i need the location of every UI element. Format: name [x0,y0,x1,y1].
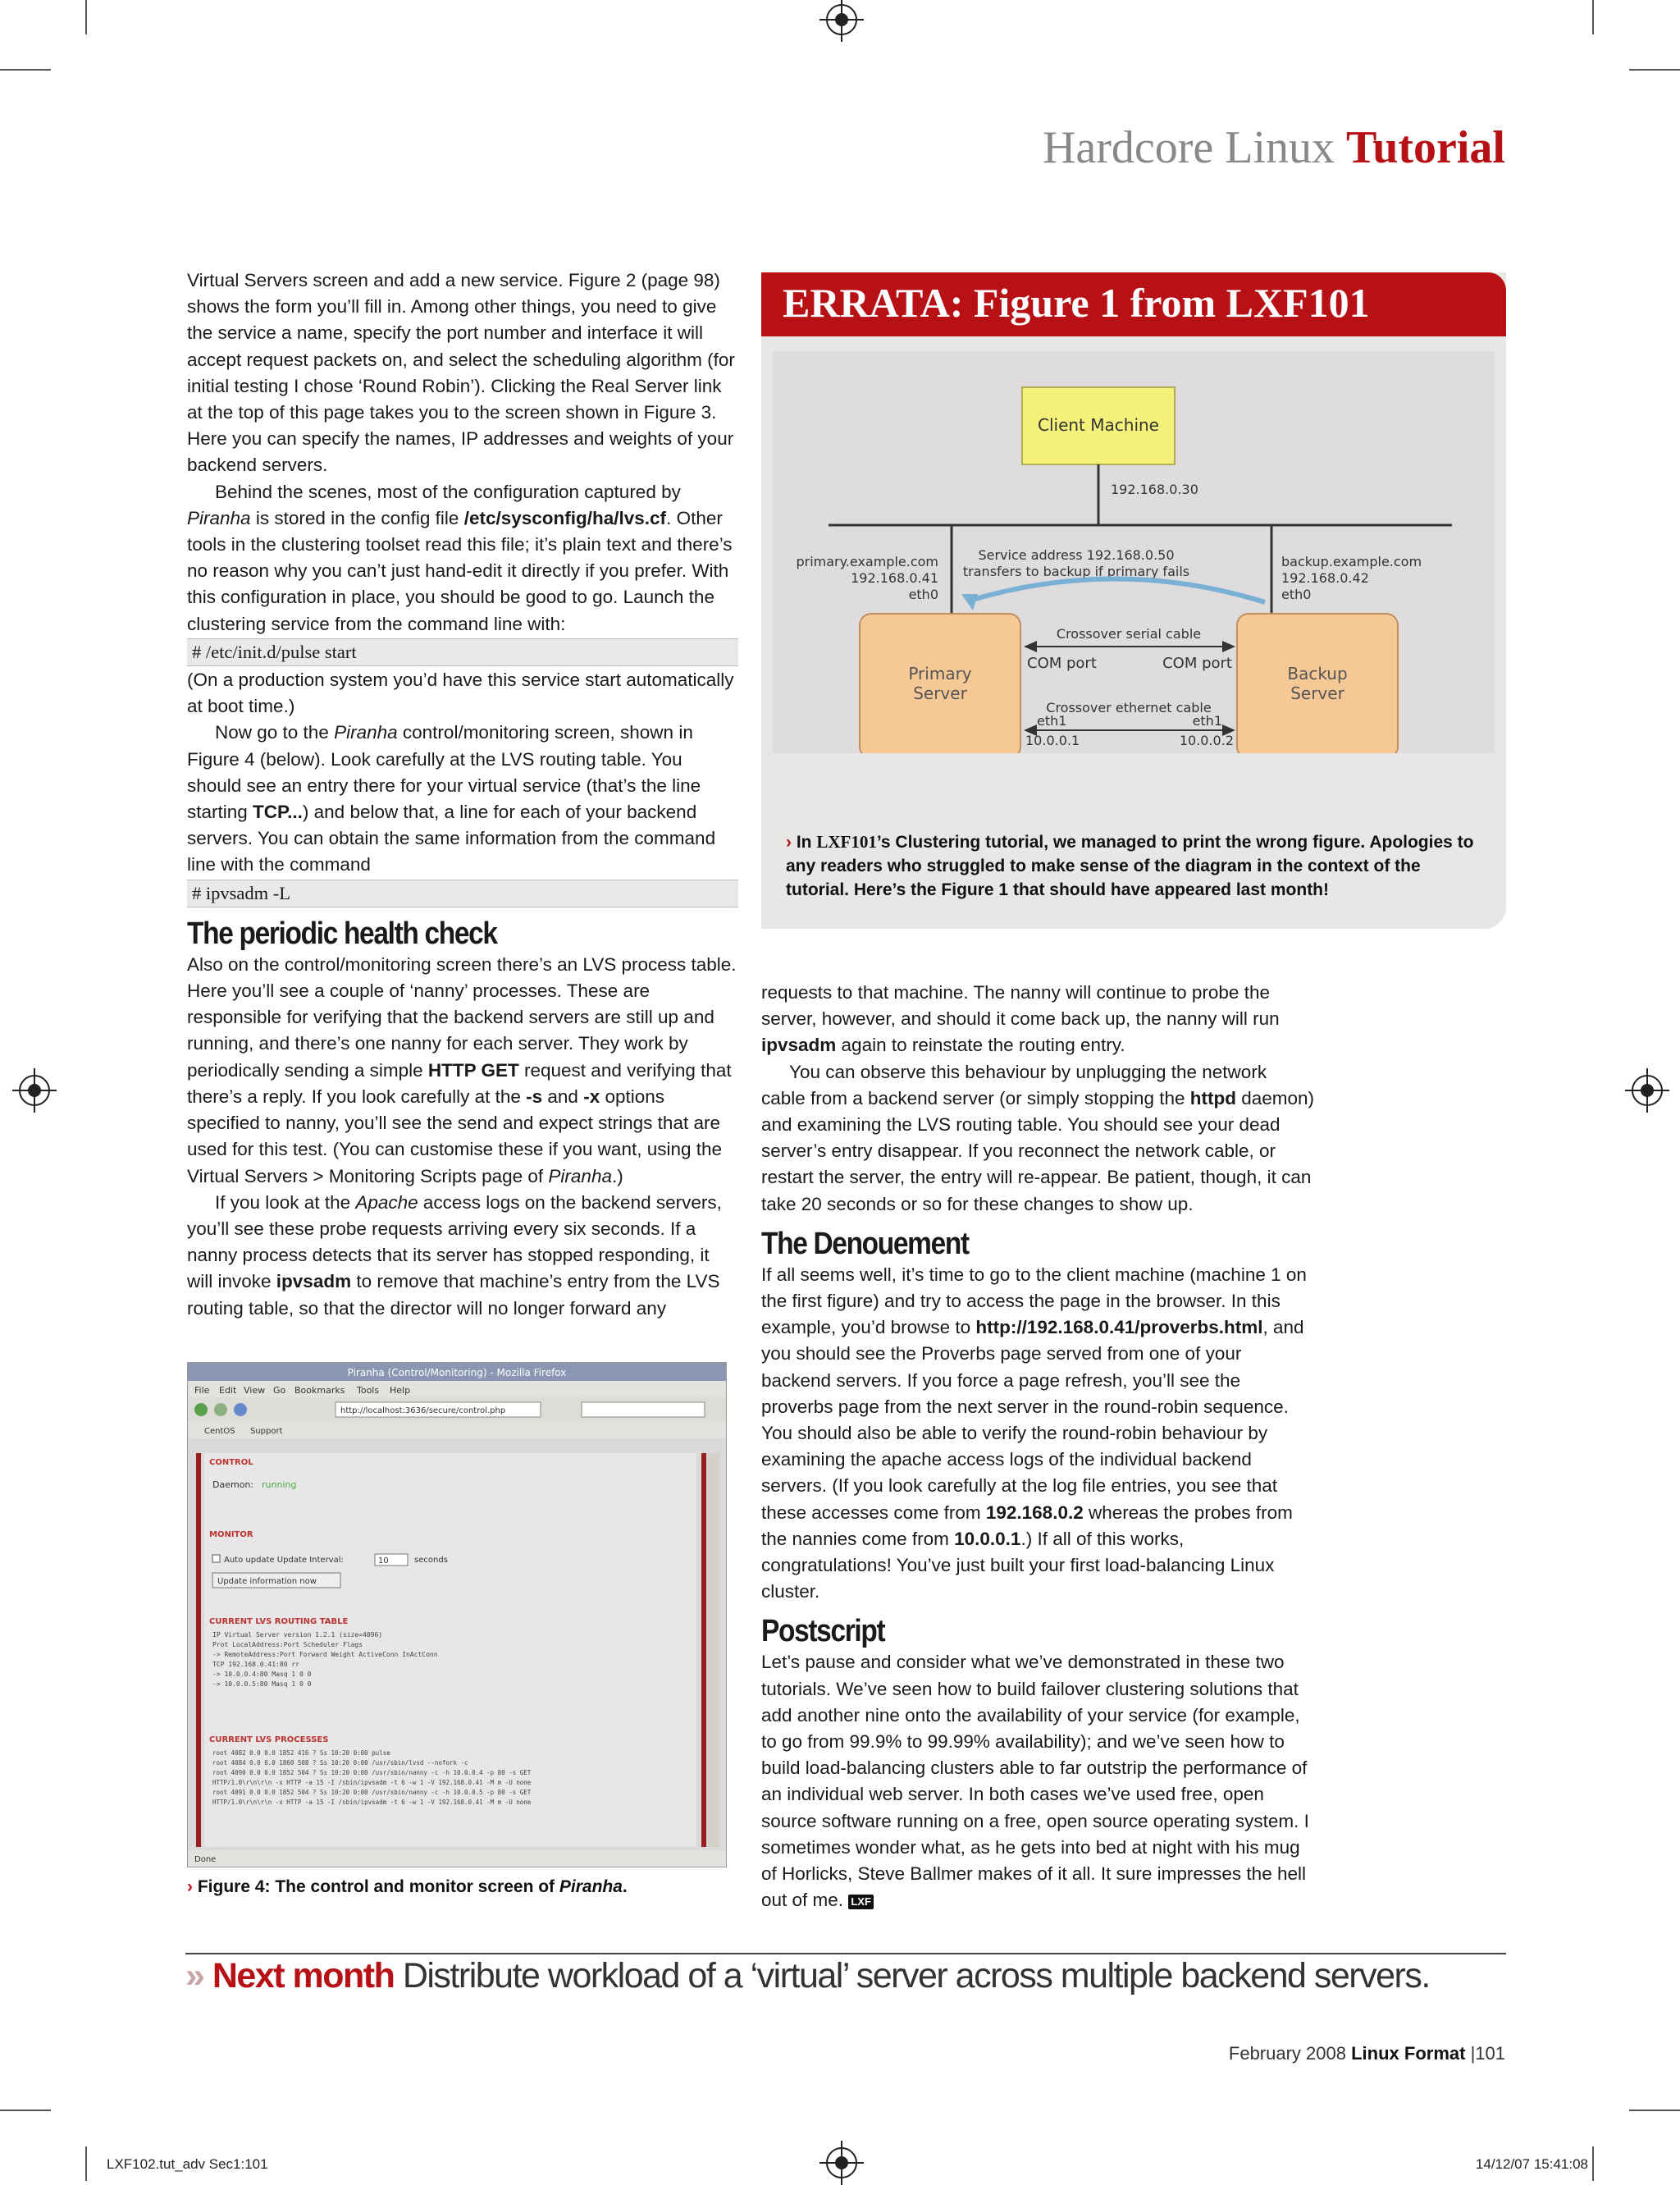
eth1-right: eth1 [1192,713,1222,729]
primary-label: Primary [908,664,972,683]
primary-if: eth0 [908,587,938,602]
paragraph: You can observe this behaviour by unplugging the network cable from a backend server (or simply stopping the httpd daemon) and examining the LVS routing table. You should see your dead server’s entry disappear. If you reconnect the network cable, or restart the server, the entry will re-appear. Be patient, though, it can take 20 seconds or so for these changes to show up. [761,1061,1315,1214]
serial-label: Crossover serial cable [1056,626,1202,642]
caption-arrow-icon: › [187,1877,193,1896]
paragraph: Virtual Servers screen and add a new service. Figure 2 (page 98) shows the form you’ll fill in. Among other things, you need to give the service a name, specify the port number and interface it will accept request packets on, and select the scheduling algorithm (for initial testing I chose ‘Round Robin’). Clicking the Real Server link at the top of this page takes you to the screen shown in Figure 3. Here you can specify the names, IP addresses and weights of your backend servers. [187,270,735,476]
figure4-caption: › Figure 4: The control and monitor screen of Piranha. [187,1877,628,1896]
primary-label: Server [913,683,967,703]
errata-title: ERRATA: Figure 1 from LXF101 [783,280,1370,326]
client-ip: 192.168.0.30 [1111,482,1198,497]
daemon-label: Daemon: [212,1479,254,1490]
registration-mark-icon [19,1075,50,1106]
window-title: Piranha (Control/Monitoring) - Mozilla Firefox [347,1367,567,1378]
eth1-left-ip: 10.0.0.1 [1025,733,1080,748]
process-line: root 4084 0.0 0.0 1860 508 ? Ss 10:20 0:00 /usr/sbin/lvsd --nofork -c [212,1759,468,1767]
crop-mark [1629,69,1680,71]
registration-mark-icon [826,2147,857,2178]
crop-mark [1592,0,1594,34]
routing-line: -> 10.0.0.4:80 Masq 1 0 0 [212,1671,312,1678]
code-line: # /etc/init.d/pulse start [187,638,738,666]
status-text: Done [194,1855,217,1864]
paragraph: Also on the control/monitoring screen there’s an LVS process table. Here you’ll see a couple of ‘nanny’ processes. These are responsible for verifying that the backend servers are still up and running, and there’s one nanny for each server. They work by periodically sending a simple HTTP GET request and verifying that there’s a reply. If you look carefully at the -s and -x options specified to nanny, you’ll see the send and expect strings that are used for this test. (You can customise these if you want, using the Virtual Servers > Monitoring Scripts page of Piranha.) [187,953,737,1186]
divider [185,1953,1506,1954]
menu-item: Help [390,1385,411,1396]
slug-right: 14/12/07 15:41:08 [1475,2156,1588,2172]
failover-arrowhead [961,594,978,610]
crop-mark [85,2146,87,2181]
reload-icon [234,1403,247,1416]
routing-line: -> 10.0.0.5:80 Masq 1 0 0 [212,1680,312,1688]
menu-item: View [244,1385,266,1396]
cluster-diagram [773,351,1495,753]
registration-mark-icon [1632,1075,1663,1106]
page-border [701,1453,706,1847]
menu-item: Tools [357,1385,380,1396]
crop-mark [1592,2146,1594,2181]
section-label: CONTROL [209,1458,253,1467]
figure4-screenshot [187,1362,727,1867]
next-month-banner [185,1956,1430,1996]
crop-mark [0,2110,51,2111]
menu-item: Edit [219,1385,237,1396]
menu-item: Bookmarks [294,1385,345,1396]
serial-arrow-left [1024,641,1037,652]
service-failover: transfers to backup if primary fails [962,564,1190,579]
page-border [196,1453,201,1847]
section-title: Tutorial [1346,122,1505,173]
right-column [761,980,1316,1914]
registration-mark-icon [826,4,857,35]
paragraph: Now go to the Piranha control/monitoring screen, shown in Figure 4 (below). Look carefully at the LVS routing table. You should see an entry there for your virtual service (that’s the line starting TCP...) and below that, a line for each of your backend servers. You can obtain the same information from the command line with the command [187,722,716,875]
paragraph: (On a production system you’d have this service start automatically at boot time.) [187,670,734,717]
eth1-left: eth1 [1037,713,1067,729]
section-name: Hardcore Linux [1042,122,1335,173]
section-label: CURRENT LVS PROCESSES [209,1735,329,1744]
backup-ip: 192.168.0.42 [1281,570,1369,586]
crop-mark [0,69,51,71]
subheading: The periodic health check [187,916,497,951]
routing-line: -> RemoteAddress:Port Forward Weight ActiveConn InActConn [212,1651,438,1658]
com-port-right: COM port [1162,655,1232,672]
routing-line: IP Virtual Server version 1.2.1 (size=4096) [212,1631,383,1639]
auto-update-checkbox [212,1555,220,1562]
errata-box [761,272,1506,929]
primary-host: primary.example.com [796,554,938,569]
next-month-text: Distribute workload of a ‘virtual’ server across multiple backend servers. [402,1956,1430,1995]
crop-mark [85,0,87,34]
menu-item: File [194,1385,210,1396]
cluster-diagram-svg [773,351,1495,753]
url-text: http://localhost:3636/secure/control.php [340,1406,506,1415]
backup-host: backup.example.com [1281,554,1422,569]
back-icon [194,1403,208,1416]
figure4-svg [188,1363,726,1867]
next-month-label: Next month [212,1956,395,1995]
slug-left: LXF102.tut_adv Sec1:101 [107,2156,268,2172]
service-address: Service address 192.168.0.50 [978,547,1175,563]
routing-line: TCP 192.168.0.41:80 rr [212,1661,299,1668]
eth1-right-ip: 10.0.0.2 [1179,733,1234,748]
seconds-label: seconds [414,1556,448,1565]
errata-caption: › In LXF101’s Clustering tutorial, we managed to print the wrong figure. Apologies to any readers who struggled to make sense of the diagram in the context of the tutorial. Here’s the Figure 1 that should have appeared last month! [786,832,1474,899]
paragraph: If you look at the Apache access logs on the backend servers, you’ll see these probe requests arriving every six seconds. If a nanny process detects that its server has stopped responding, it will invoke ipvsadm to remove that machine’s entry from the LVS routing table, so that the director will no longer forward any [187,1191,722,1319]
menu-item: Go [273,1385,286,1396]
code-line: # ipvsadm -L [187,880,738,907]
double-chevron-icon: » [185,1956,204,1995]
process-line: HTTP/1.0\r\n\r\n -x HTTP -a 15 -I /sbin/ipvsadm -t 6 -w 1 -V 192.168.0.41 -M m -U none [212,1779,532,1786]
section-header [1043,121,1505,174]
page-footer: February 2008 Linux Format |101 [1228,2043,1505,2064]
process-line: root 4082 0.0 0.0 1852 416 ? Ss 10:20 0:00 pulse [212,1749,390,1757]
lxf-end-mark: LXF [848,1895,874,1909]
paragraph: requests to that machine. The nanny will continue to probe the server, however, and should it come back up, the nanny will run ipvsadm again to reinstate the routing entry. [761,982,1280,1056]
process-line: root 4091 0.0 0.0 1852 504 ? Ss 10:20 0:00 /usr/sbin/nanny -c -h 10.0.0.5 -p 80 -s GET [212,1789,532,1796]
status-bar [188,1850,726,1867]
backup-label: Backup [1287,664,1348,683]
failover-arrow [970,578,1265,602]
serial-arrow-right [1222,641,1235,652]
caption-arrow-icon: › [786,833,792,852]
forward-icon [214,1403,227,1416]
subheading: The Denouement [761,1226,969,1261]
bookmark: CentOS [204,1427,235,1436]
section-label: MONITOR [209,1530,253,1539]
process-line: HTTP/1.0\r\n\r\n -x HTTP -a 15 -I /sbin/ipvsadm -t 6 -w 1 -V 192.168.0.41 -M m -U none [212,1799,532,1806]
crop-mark [1629,2110,1680,2111]
ethernet-label: Crossover ethernet cable [1046,700,1212,715]
interval-value: 10 [378,1556,389,1566]
subheading: Postscript [761,1614,885,1649]
com-port-left: COM port [1027,655,1097,672]
scrollbar [708,1453,719,1847]
auto-update-label: Auto update Update Interval: [224,1556,344,1565]
process-line: root 4090 0.0 0.0 1852 504 ? Ss 10:20 0:00 /usr/sbin/nanny -c -h 10.0.0.4 -p 80 -s GET [212,1769,532,1776]
search-box [582,1402,705,1417]
routing-line: Prot LocalAddress:Port Scheduler Flags [212,1641,363,1648]
update-button-label: Update information now [217,1577,317,1586]
backup-if: eth0 [1281,587,1312,602]
errata-title-bar [761,272,1506,336]
client-machine-label: Client Machine [1038,415,1159,435]
daemon-status: running [262,1479,297,1490]
backup-label: Server [1290,683,1344,703]
primary-ip: 192.168.0.41 [851,570,938,586]
paragraph: If all seems well, it’s time to go to the client machine (machine 1 on the first figure) and try to access the page in the browser. In this example, you’d browse to http://192.168.0.41/proverbs.html, and you should see the Proverbs page served from one of your backend servers. If you force a page refresh, you’ll see the proverbs page from the next server in the round-robin sequence. You should also be able to verify the round-robin behaviour by examining the apache access logs of the individual backend servers. (If you look carefully at the log file entries, you see that these accesses come from 192.168.0.2 whereas the probes from the nannies come from 10.0.0.1.) If all of this works, congratulations! You’ve just built your first load-balancing Linux cluster. [761,1264,1307,1602]
left-column [187,267,738,1322]
paragraph: Behind the scenes, most of the configuration captured by Piranha is stored in the config file /etc/sysconfig/ha/lvs.cf. Other tools in the clustering toolset read this file; it’s plain text and there’s no reason why you can’t just hand-edit it directly if you prefer. With this configuration in place, you should be good to go. Launch the clustering service from the command line with: [187,481,733,634]
bookmark: Support [250,1427,283,1436]
section-label: CURRENT LVS ROUTING TABLE [209,1617,349,1626]
paragraph: Let’s pause and consider what we’ve demonstrated in these two tutorials. We’ve seen how to build failover clustering solutions that add another nine onto the availability of your service (for example, to go from 99.9% to 99.99% availability); and we’ve seen how to build load-balancing clusters able to far outstrip the performance of an individual web server. In both cases we’ve used free, open source software running on a free, open source operating system. I sometimes wonder what, as he gets into bed at night with his mug of Horlicks, Steve Ballmer makes of it all. It sure impresses the hell out of me. LXF [761,1652,1309,1911]
